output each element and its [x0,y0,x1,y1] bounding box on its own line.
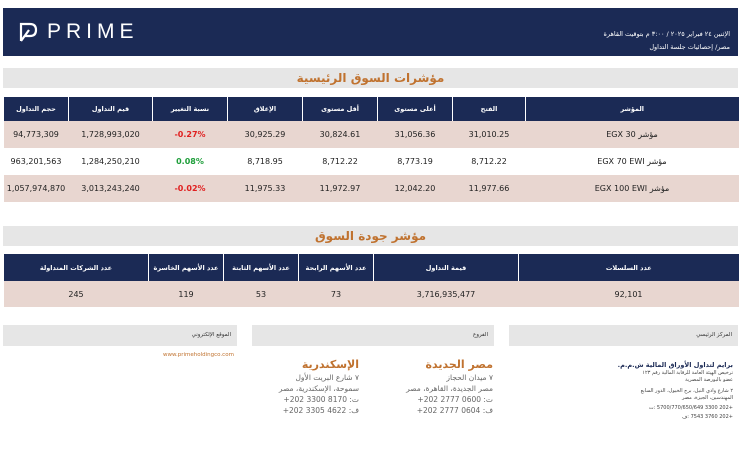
col-trade-value: قيمة التداول [374,254,519,281]
table-header-row [4,254,739,281]
index-name-cell: مؤشر EGX 30 [526,121,739,148]
market-quality-table [3,254,739,307]
low-cell: 11,972.97 [303,175,378,202]
col-transactions: عدد السلسلات [519,254,739,281]
hq-heading: المركز الرئيسي [509,325,738,346]
table-row [4,281,739,307]
col-gainers: عدد الأسهم الرابحة [299,254,374,281]
index-name-cell: مؤشر EGX 100 EWI [526,175,739,202]
hq-address-2: المهندسين، الجيزة، مصر [682,395,733,401]
open-cell: 8,712.22 [471,157,507,166]
hq-phone: +202 3300 5700/770/650/649 :ت [648,405,733,411]
change-cell: 0.08% [176,157,204,166]
cairo-branch-line-2: مصر الجديدة، القاهرة، مصر [406,384,493,393]
gainers-cell: 73 [299,281,374,307]
change-cell: -0.02% [153,175,228,202]
trade-value-cell: 3,716,935,477 [374,281,519,307]
close-cell: 11,975.33 [228,175,303,202]
losers-cell: 119 [149,281,224,307]
website-link[interactable]: www.primeholdingco.com [163,352,234,358]
high-cell: 12,042.20 [378,175,453,202]
cairo-branch-city: مصر الجديدة [425,358,493,371]
col-change: نسبة التغيير [153,97,228,121]
brand-name: PRIME [47,20,139,43]
volume-cell: 963,201,563 [10,157,62,166]
alex-branch-phone: ت: 8170 3300 202+ [283,395,359,404]
col-close: الإغلاق [228,97,303,121]
main-indices-title: مؤشرات السوق الرئيسية [3,68,738,88]
col-index: المؤشر [526,97,739,121]
prime-logo-icon [17,21,39,43]
hq-company: برايم لتداول الأوراق المالية ش.م.م. [617,361,733,369]
main-indices-table [3,97,739,202]
cairo-branch-line-1: ٧ ميدان الحجاز [446,373,493,382]
unchanged-cell: 53 [224,281,299,307]
table-header-row [4,97,739,121]
table-row [4,148,739,175]
hq-address-1: ٢ شارع وادي النيل، برج الخيول، الدور السابع [640,388,733,394]
report-subtitle: مصر/ إحصائيات جلسة التداول [649,43,730,51]
col-volume: حجم التداول [4,97,69,121]
session-date: الإثنين ٢٤ فبراير ٢٠٢٥ / ٣:٠٠ م بتوقيت القاهرة [603,30,730,38]
hq-license: ترخيص الهيئة العامة للرقابة المالية رقم ١٢٣ [642,370,733,376]
alex-branch-city: الإسكندرية [301,358,359,371]
alex-branch-line-2: سموحة، الإسكندرية، مصر [278,384,359,393]
open-cell: 31,010.25 [453,121,526,148]
low-cell: 30,824.61 [303,121,378,148]
volume-cell: 94,773,309 [4,121,69,148]
value-cell: 3,013,243,240 [69,175,153,202]
high-cell: 31,056.36 [378,121,453,148]
index-name-cell: مؤشر EGX 70 EWI [597,157,667,166]
transactions-cell: 92,101 [519,281,739,307]
col-traded-companies: عدد الشركات المتداولة [4,254,149,281]
market-quality-title: مؤشر جودة السوق [3,226,738,246]
prime-logo [17,20,139,44]
col-low: أقل مستوى [303,97,378,121]
change-cell: -0.27% [153,121,228,148]
col-open: الفتح [453,97,526,121]
hq-member: عضو بالبورصة المصرية [685,377,733,383]
cairo-branch-fax: ف: 0604 2777 202+ [416,406,493,415]
col-high: أعلى مستوى [378,97,453,121]
hq-fax: +202 3760 7543 :ف [682,414,733,420]
website-heading: الموقع الإلكتروني [3,325,237,346]
value-cell: 1,728,993,020 [69,121,153,148]
col-losers: عدد الأسهم الخاسرة [149,254,224,281]
high-cell: 8,773.19 [397,157,433,166]
table-row [4,175,739,202]
col-unchanged: عدد الأسهم الثابتة [224,254,299,281]
open-cell: 11,977.66 [453,175,526,202]
col-value: قيم التداول [69,97,153,121]
low-cell: 8,712.22 [322,157,358,166]
alex-branch-fax: ف: 4622 3305 202+ [282,406,359,415]
header-banner [3,8,738,56]
cairo-branch-phone: ت: 0600 2777 202+ [417,395,493,404]
volume-cell: 1,057,974,870 [4,175,69,202]
traded-companies-cell: 245 [4,281,149,307]
value-cell: 1,284,250,210 [81,157,140,166]
alex-branch-line-1: ٧ شارع البريت الأول [295,373,359,382]
close-cell: 30,925.29 [228,121,303,148]
close-cell: 8,718.95 [247,157,283,166]
branches-heading: الفروع [252,325,494,346]
table-row [4,121,739,148]
